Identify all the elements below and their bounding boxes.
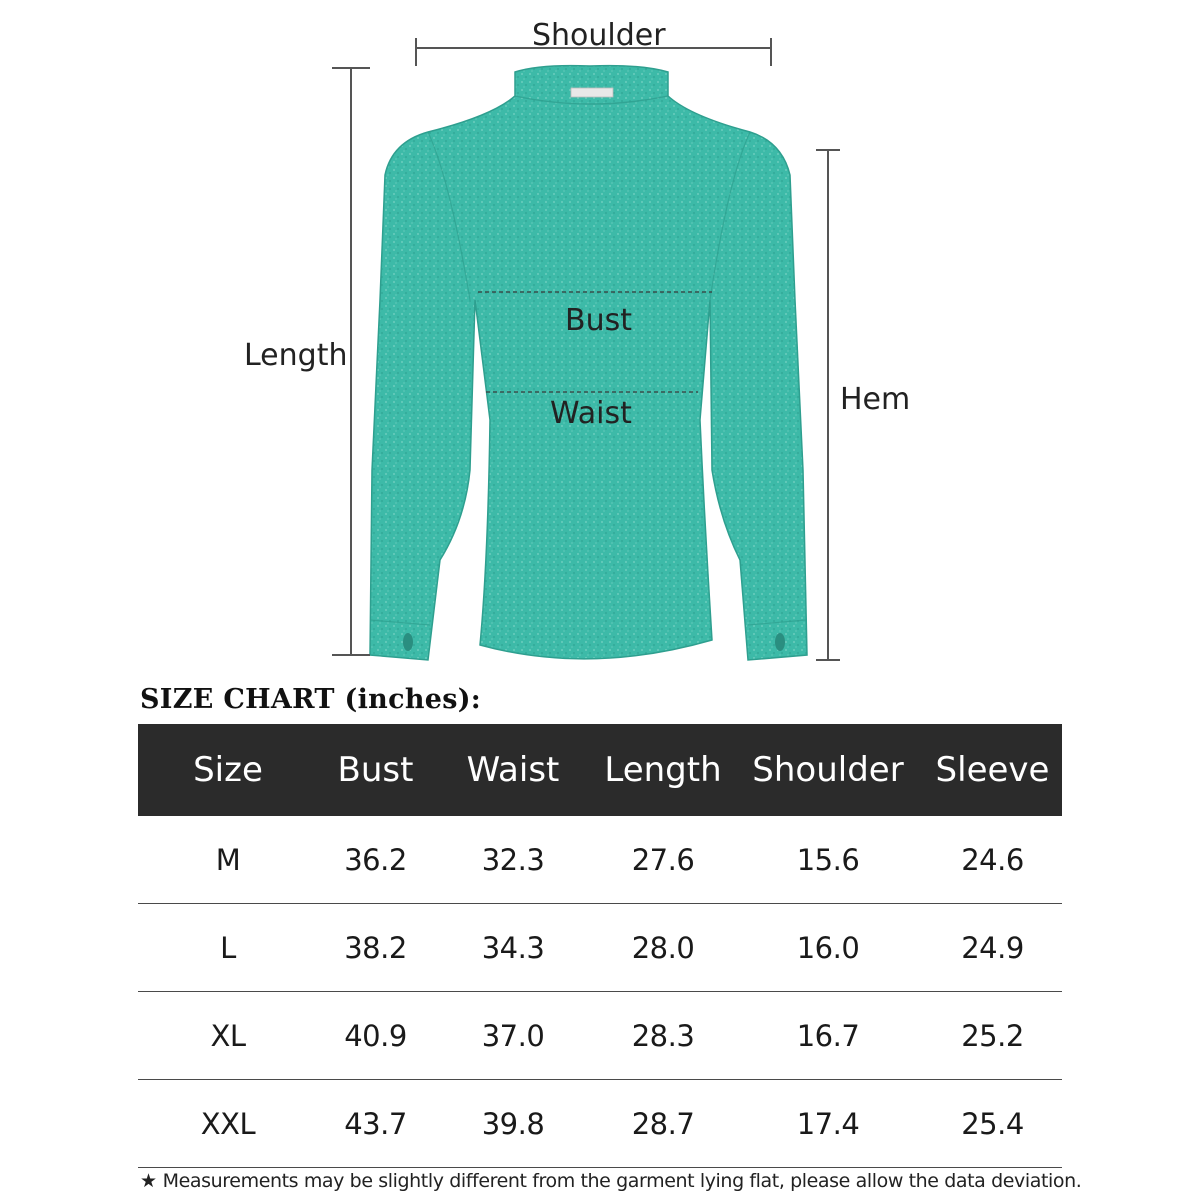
table-row: [138, 1080, 1062, 1168]
cell-length: 27.6: [631, 842, 695, 877]
table-row: [138, 904, 1062, 992]
bust-label: Bust: [565, 303, 632, 338]
cell-size: XL: [210, 1018, 246, 1053]
cell-length: 28.3: [631, 1018, 695, 1053]
size-chart-title: SIZE CHART (inches):: [140, 684, 482, 715]
cell-sleeve: 25.2: [961, 1018, 1024, 1053]
star-icon: ★: [140, 1170, 157, 1192]
cell-waist: 39.8: [481, 1106, 545, 1141]
table-row: [138, 992, 1062, 1080]
hem-guide: [816, 150, 840, 660]
header-size: Size: [193, 750, 263, 790]
table-header-row: [138, 724, 1062, 816]
header-waist: Waist: [466, 750, 560, 790]
cell-bust: 43.7: [344, 1106, 407, 1141]
cell-bust: 36.2: [344, 842, 407, 877]
cell-size: XXL: [200, 1106, 256, 1141]
cell-shoulder: 16.7: [796, 1018, 860, 1053]
cell-waist: 32.3: [481, 842, 545, 877]
waist-label: Waist: [550, 396, 632, 431]
cell-shoulder: 16.0: [796, 930, 860, 965]
note-text: Measurements may be slightly different from the garment lying flat, please allow the data deviation.: [162, 1170, 1082, 1192]
table-row: [138, 816, 1062, 904]
cell-waist: 37.0: [481, 1018, 545, 1053]
cell-waist: 34.3: [481, 930, 545, 965]
cell-sleeve: 25.4: [961, 1106, 1024, 1141]
size-chart-table: [138, 724, 1062, 1168]
cell-length: 28.0: [631, 930, 695, 965]
header-sleeve: Sleeve: [935, 750, 1050, 790]
measurement-note: [140, 1170, 1081, 1192]
cell-size: M: [215, 842, 241, 877]
header-shoulder: Shoulder: [752, 750, 904, 790]
length-label: Length: [244, 338, 348, 373]
header-length: Length: [604, 750, 722, 790]
cell-shoulder: 15.6: [796, 842, 860, 877]
cell-bust: 38.2: [344, 930, 407, 965]
hem-label: Hem: [840, 382, 911, 417]
cell-sleeve: 24.9: [961, 930, 1024, 965]
cell-size: L: [220, 930, 236, 965]
header-bust: Bust: [337, 750, 414, 790]
shoulder-label: Shoulder: [532, 18, 666, 53]
cell-sleeve: 24.6: [961, 842, 1024, 877]
cell-shoulder: 17.4: [796, 1106, 860, 1141]
cell-bust: 40.9: [344, 1018, 407, 1053]
cell-length: 28.7: [631, 1106, 695, 1141]
